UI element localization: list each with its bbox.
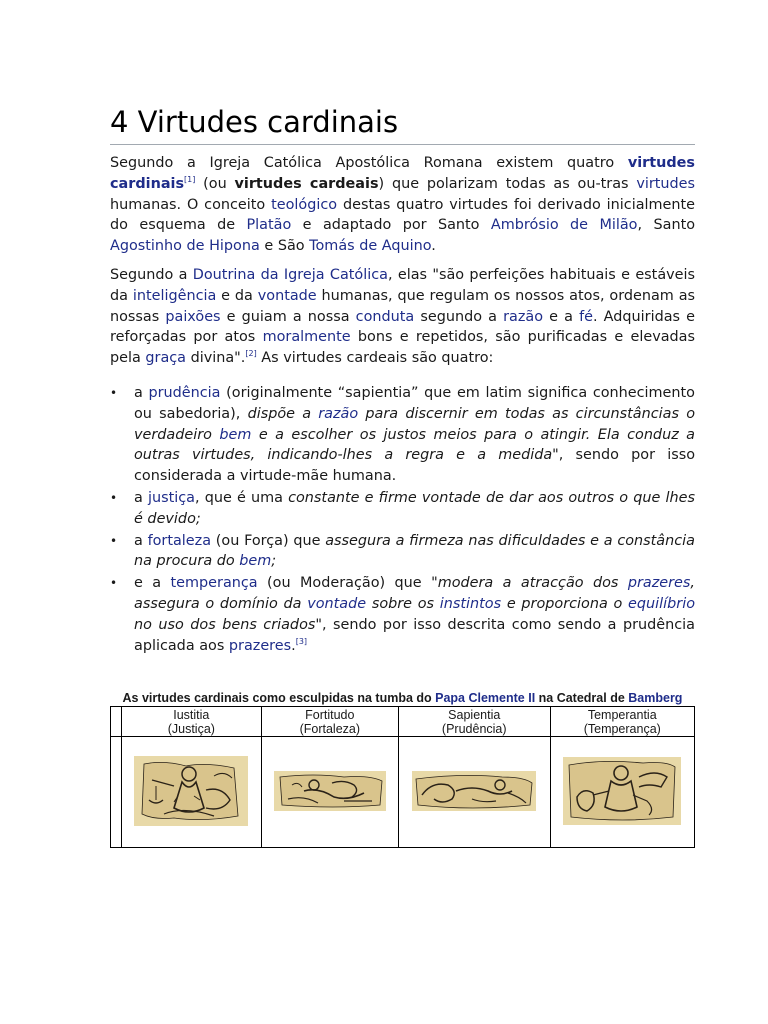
text: humanas. O conceito xyxy=(110,196,272,213)
image-cell-temperantia xyxy=(550,737,694,848)
link-vontade[interactable]: vontade xyxy=(257,287,317,304)
link-inteligencia[interactable]: inteligência xyxy=(132,287,217,304)
table-header-row xyxy=(111,707,695,737)
link-virtudes-cardinais[interactable]: virtudes cardinais xyxy=(110,155,695,192)
text: e da xyxy=(216,287,258,304)
list-item-justica xyxy=(110,488,695,530)
header-temperantia: Temperantia (Temperança) xyxy=(550,707,694,737)
text: (ou xyxy=(195,175,235,192)
italic-text: para discernir em todas as circunstâncias o verdadeiro xyxy=(134,405,696,443)
temperantia-carving-image[interactable] xyxy=(563,757,681,825)
italic-text: , assegura o domínio da xyxy=(134,575,695,612)
link-vontade-2[interactable]: vontade xyxy=(307,595,367,612)
text: , que é uma xyxy=(194,489,289,506)
bold-virtudes-cardeais: virtudes cardeais xyxy=(234,175,379,192)
text: e São xyxy=(259,238,310,255)
bullet-icon: • xyxy=(110,385,118,400)
text: e guiam a nossa xyxy=(220,308,356,325)
link-graca[interactable]: graça xyxy=(145,350,186,367)
empty-cell xyxy=(111,737,122,848)
link-bamberg[interactable]: Bamberg xyxy=(628,691,683,706)
link-justica[interactable]: justiça xyxy=(147,489,195,506)
fortitudo-carving-image[interactable] xyxy=(274,771,386,811)
italic-text: sobre os xyxy=(366,595,440,612)
link-razao-2[interactable]: razão xyxy=(318,405,359,422)
text: . xyxy=(291,637,296,654)
text: , Santo xyxy=(637,217,696,234)
sapientia-carving-image[interactable] xyxy=(412,771,536,811)
link-agostinho[interactable]: Agostinho de Hipona xyxy=(110,238,260,255)
empty-header-cell xyxy=(111,707,122,737)
link-virtudes[interactable]: virtudes xyxy=(636,175,695,192)
text: humanas, que regulam os nossos atos, ordenam as nossas xyxy=(110,287,696,325)
text: Segundo a xyxy=(110,266,193,283)
list-item-temperanca xyxy=(110,573,695,656)
text: e a xyxy=(543,308,580,325)
link-platao[interactable]: Platão xyxy=(246,217,292,234)
image-cell-fortitudo xyxy=(261,737,398,848)
text: , elas "são perfeições habituais e estáveis da xyxy=(110,266,696,304)
link-ambrosio[interactable]: Ambrósio de Milão xyxy=(490,217,638,234)
link-teologico[interactable]: teológico xyxy=(271,196,338,213)
text: As virtudes cardinais como esculpidas na tumba do xyxy=(122,691,436,706)
iustitia-carving-image[interactable] xyxy=(134,756,248,826)
header-iustitia: Iustitia (Justiça) xyxy=(122,707,262,737)
italic-text: ; xyxy=(271,553,277,570)
ref-3[interactable]: [3] xyxy=(295,636,308,646)
text: a xyxy=(134,384,149,401)
image-cell-iustitia xyxy=(122,737,262,848)
section-heading: 4 Virtudes cardinais xyxy=(110,100,695,145)
text: Segundo a Igreja Católica Apostólica Romana existem quatro xyxy=(110,155,628,171)
link-doutrina[interactable]: Doutrina da Igreja Católica xyxy=(192,266,388,283)
link-instintos[interactable]: instintos xyxy=(439,595,502,612)
link-equilibrio[interactable]: equilíbrio xyxy=(628,595,696,612)
text: a xyxy=(134,489,148,506)
ref-1[interactable]: [1] xyxy=(184,175,196,184)
paragraph-doutrina xyxy=(110,265,695,369)
text: (ou Moderação) que " xyxy=(257,575,438,592)
link-prazeres-2[interactable]: prazeres xyxy=(228,637,292,654)
text: destas quatro virtudes foi derivado inicialmente do esquema de xyxy=(110,196,696,234)
text: (originalmente “sapientia” que em latim significa conhecimento ou sabedoria), xyxy=(134,384,695,422)
list-item-fortaleza xyxy=(110,531,695,573)
text: e a xyxy=(134,575,171,592)
ref-2[interactable]: [2] xyxy=(245,349,257,359)
text: segundo a xyxy=(414,308,504,325)
header-fortitudo: Fortitudo (Fortaleza) xyxy=(261,707,398,737)
link-bem-2[interactable]: bem xyxy=(239,553,272,570)
italic-text: e proporciona o xyxy=(501,595,629,612)
virtues-table xyxy=(110,706,695,848)
text: na Catedral de xyxy=(535,691,629,706)
link-conduta[interactable]: conduta xyxy=(355,308,415,325)
link-temperanca[interactable]: temperança xyxy=(170,575,258,592)
article xyxy=(110,100,695,848)
italic-text: assegura a firmeza nas dificuldades e a constância na procura do xyxy=(134,532,695,570)
bullet-icon: • xyxy=(110,490,118,505)
text: . Adquiridas e reforçadas por atos xyxy=(110,308,696,346)
header-sapientia: Sapientia (Prudência) xyxy=(398,707,550,737)
text: divina". xyxy=(186,350,246,367)
virtues-list xyxy=(110,383,695,656)
table-image-row xyxy=(111,737,695,848)
text: . xyxy=(431,238,436,255)
text: e adaptado por Santo xyxy=(291,217,491,234)
link-prudencia[interactable]: prudência xyxy=(148,384,221,401)
paragraph-intro xyxy=(110,153,695,257)
link-fe[interactable]: fé xyxy=(579,308,593,325)
link-prazeres[interactable]: prazeres xyxy=(627,575,691,592)
text: a xyxy=(134,532,148,549)
text: (ou Força) que xyxy=(211,532,326,549)
image-cell-sapientia xyxy=(398,737,550,848)
text: ) que polarizam todas as ou-tras xyxy=(378,175,637,192)
text: ", sendo por isso descrita como sendo a prudência aplicada aos xyxy=(134,616,695,654)
text: bons e repetidos, são purificadas e elevadas pela xyxy=(110,329,695,367)
link-tomas-de-aquino[interactable]: Tomás de Aquino xyxy=(309,238,432,255)
italic-text: e a escolher os justos meios para o atingir. Ela conduz a outras virtudes, indicando-lhes a regra e a medida xyxy=(134,426,695,464)
italic-text: no uso dos bens criados xyxy=(134,616,316,633)
list-item-prudencia xyxy=(110,383,695,487)
link-bem[interactable]: bem xyxy=(219,426,252,443)
link-moralmente[interactable]: moralmente xyxy=(262,329,351,346)
link-paixoes[interactable]: paixões xyxy=(165,308,221,325)
bullet-icon: • xyxy=(110,576,118,591)
italic-text: dispõe a xyxy=(247,405,319,422)
link-razao[interactable]: razão xyxy=(503,308,544,325)
bullet-icon: • xyxy=(110,533,118,548)
link-fortaleza[interactable]: fortaleza xyxy=(147,532,212,549)
italic-text: constante e firme vontade de dar aos outros o que lhes é devido; xyxy=(134,489,695,527)
italic-text: modera a atracção dos xyxy=(437,575,628,592)
text: As virtudes cardeais são quatro: xyxy=(256,350,494,367)
text: ", sendo por isso considerada a virtude-mãe humana. xyxy=(134,447,695,485)
table-caption xyxy=(110,690,695,706)
link-papa-clemente[interactable]: Papa Clemente II xyxy=(435,691,536,706)
